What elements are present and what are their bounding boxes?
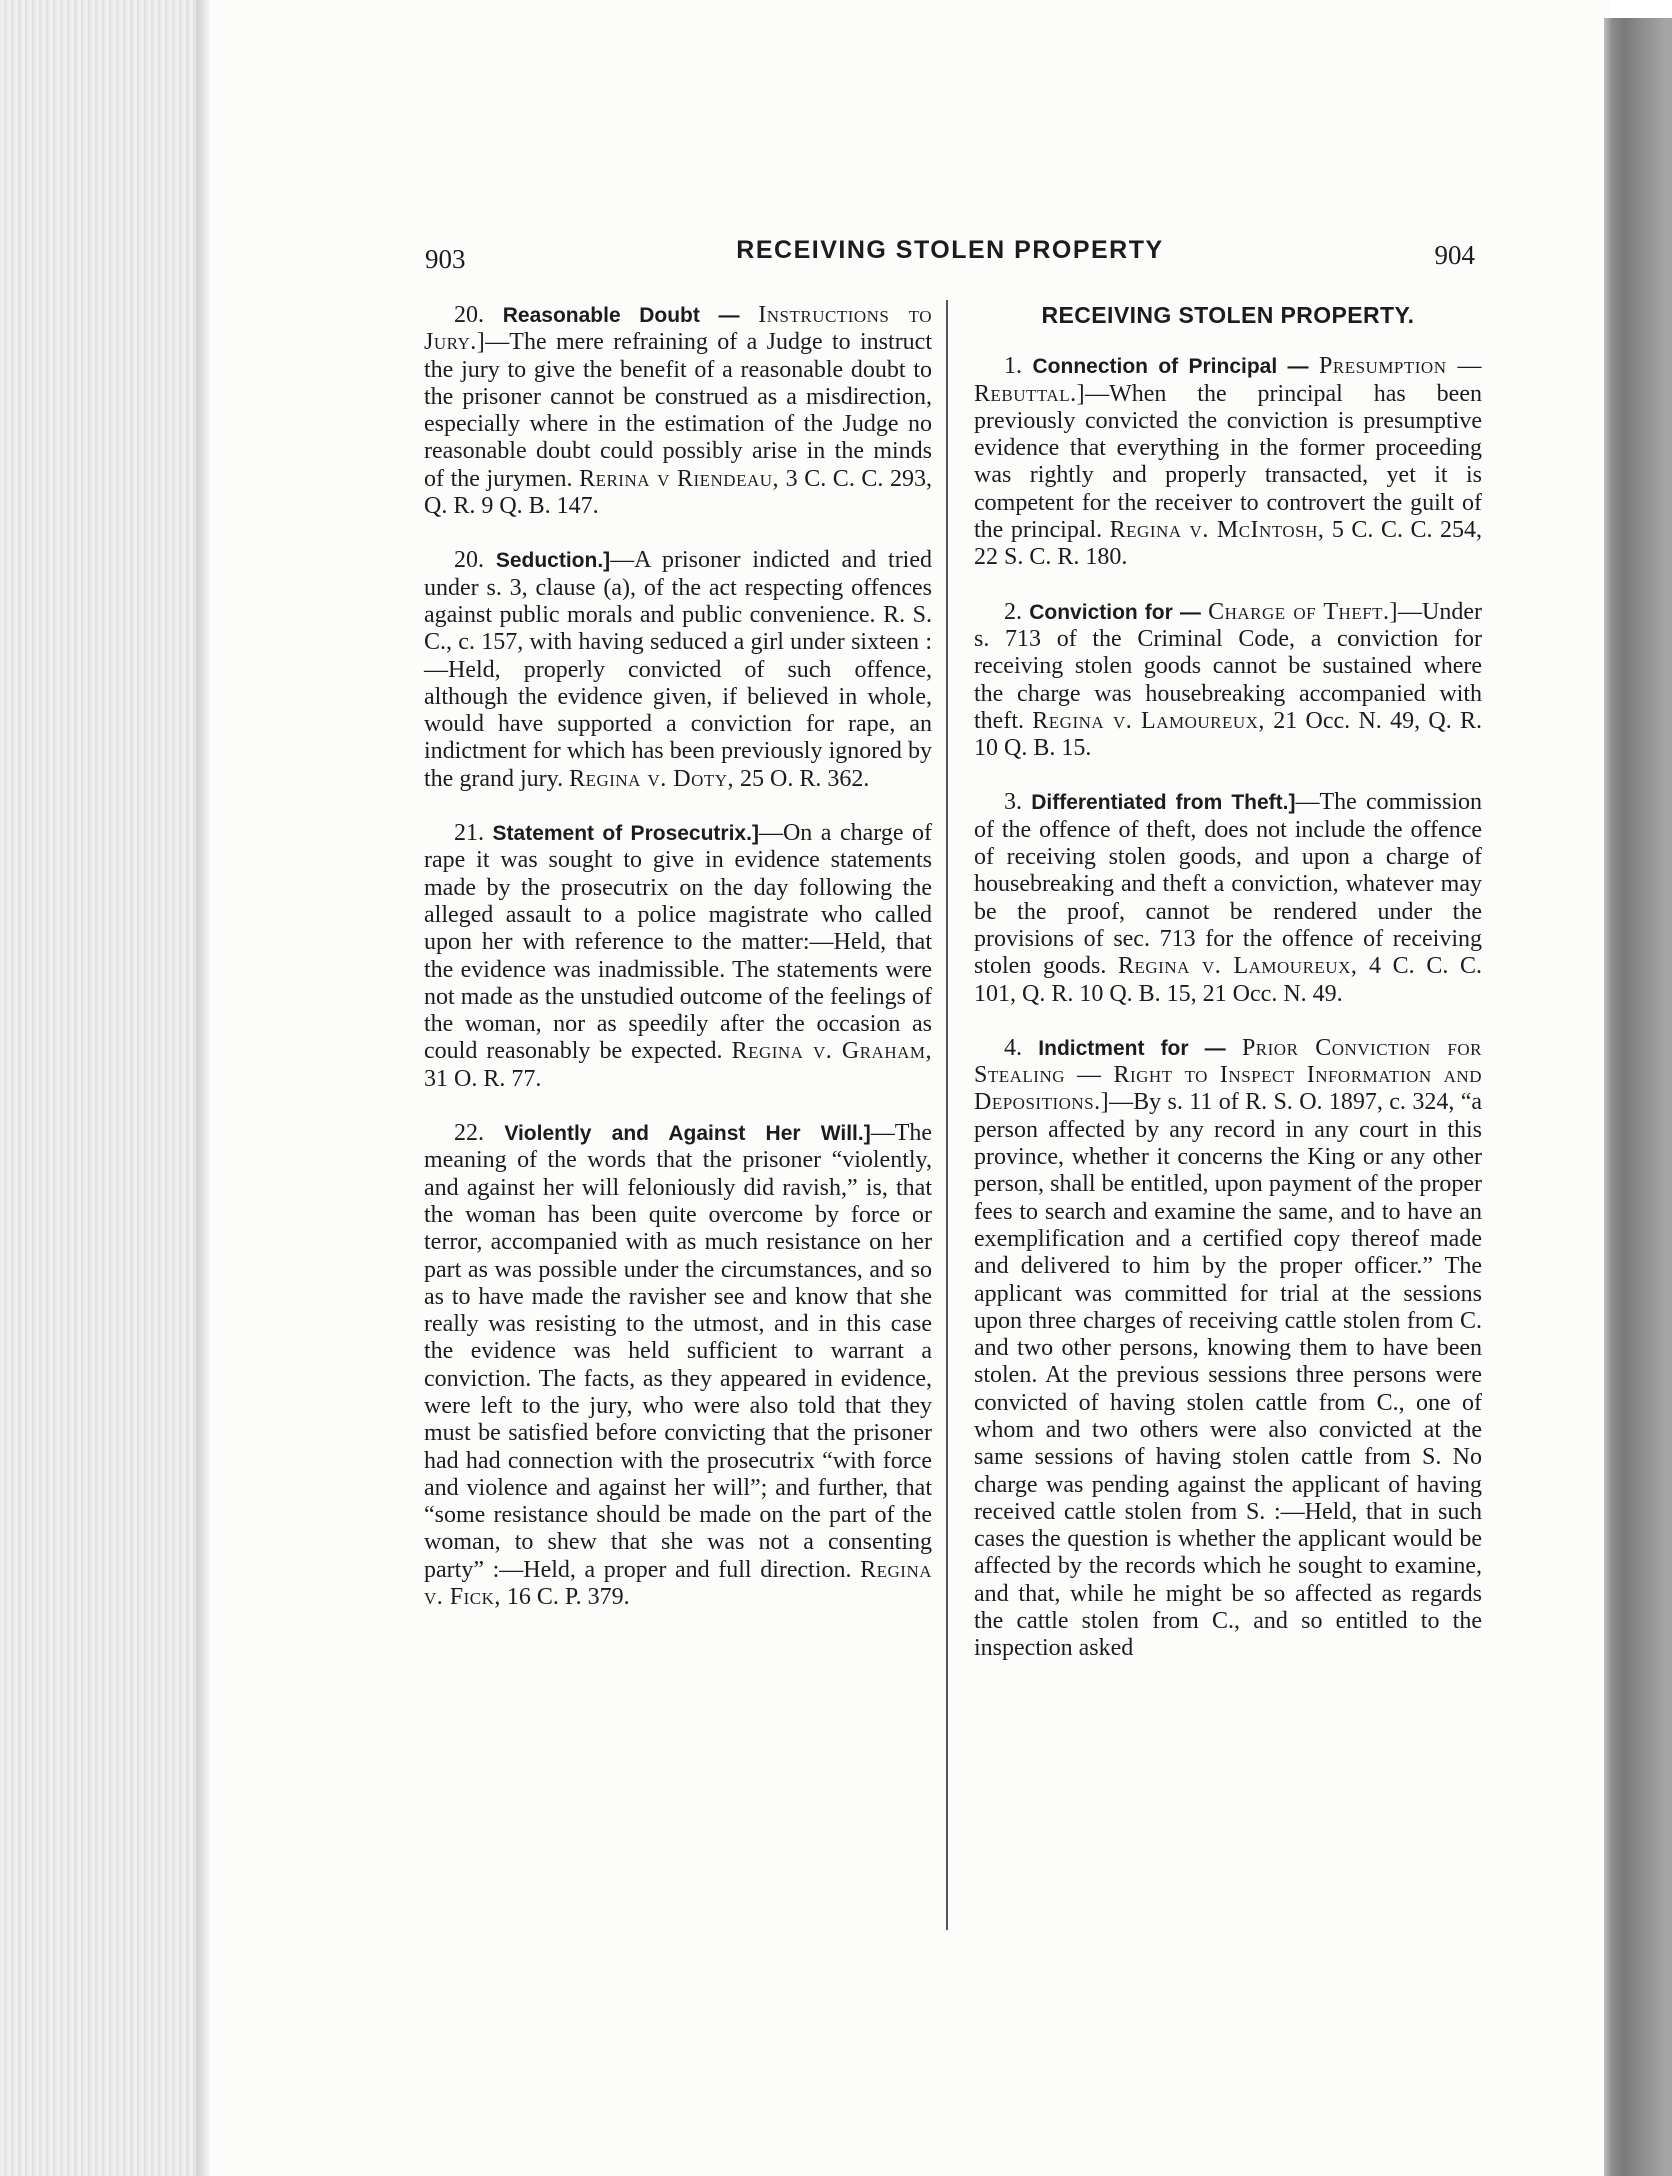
entry-title: Reasonable Doubt —: [502, 304, 740, 327]
section-title: RECEIVING STOLEN PROPERTY.: [1041, 302, 1415, 328]
case-name: Regina v. Lamoureux,: [1032, 707, 1265, 734]
entry-body: —When the principal has been previously convicted the conviction is presumptive evidence that everything in the former proceeding was rightly and properly transacted, yet it is competent for the receiver to controvert the guilt of the principal.: [974, 380, 1482, 544]
digest-entry: [974, 1035, 1482, 1663]
digest-entry: [424, 1120, 932, 1611]
entry-subtitle: Instructions to Jury.]: [424, 302, 932, 356]
case-citation: 31 O. R. 77.: [424, 1065, 542, 1092]
case-citation: 21 Occ. N. 49, Q. R. 10 Q. B. 15.: [974, 707, 1483, 762]
entry-body: —A prisoner indicted and tried under s. 3, clause (a), of the act respecting offences against public morals and public convenience. R. S. C., c. 157, with having seduced a girl under sixteen :—Held, properly convicted of such offence, although the evidence given, if believed in whole, would have supported a conviction for rape, an indictment for which has been previously ignored by the grand jury.: [424, 547, 932, 792]
entry-title: Conviction for —: [1029, 600, 1201, 624]
case-citation: 25 O. R. 362.: [740, 765, 870, 792]
column-divider: [946, 300, 948, 1930]
left-column: [424, 302, 932, 1638]
entry-subtitle: Presumption — Rebuttal.]: [974, 353, 1482, 407]
entry-title: Violently and Against Her Will.]: [504, 1122, 871, 1146]
entry-number: 21.: [454, 820, 484, 847]
entry-number: 2.: [1004, 598, 1022, 625]
book-gutter-shadow: [196, 0, 210, 2176]
entry-title: Differentiated from Theft.]: [1031, 791, 1296, 815]
book-page-edges: [0, 0, 208, 2176]
entry-body: —The mere refraining of a Judge to instruct the jury to give the benefit of a reasonable doubt to the prisoner cannot be construed as a misdirection, especially where in the estimation of the Judge no reasonable doubt could possibly arise in the minds of the jurymen.: [424, 329, 932, 492]
case-name: Regina v. Fick,: [424, 1556, 932, 1611]
case-name: Regina v. Lamoureux,: [1117, 953, 1358, 980]
digest-entry: [974, 789, 1482, 1007]
case-citation: 5 C. C. C. 254, 22 S. C. R. 180.: [974, 517, 1482, 571]
right-column: [974, 302, 1482, 1690]
entry-body: —The meaning of the words that the prisoner “violently, and against her will feloniously did ravish,” is, that the woman has been quite overcome by force or terror, accompanied with as much resistance on her part as was possible under the circumstances, and so as to have made the ravisher see and know that she really was resisting to the utmost, and in this case the evidence was held sufficient to warrant a conviction. The facts, as they appeared in evidence, were left to the jury, who were also told that they must be satisfied before convicting that the prisoner had had connection with the prosecutrix “with force and violence and against her will”; and further, that “some resistance should be made on the part of the woman, to shew that she was not a consenting party” :—Held, a proper and full direction.: [424, 1120, 933, 1583]
case-citation: 16 C. P. 379.: [506, 1584, 630, 1611]
entry-subtitle: Charge of Theft.]: [1208, 598, 1399, 625]
entry-number: 20.: [454, 302, 484, 328]
digest-entry: [974, 599, 1482, 763]
running-head-title: RECEIVING STOLEN PROPERTY: [736, 236, 1164, 264]
page-number-right: 904: [1434, 240, 1475, 270]
entry-number: 3.: [1004, 789, 1022, 816]
digest-entry: [974, 353, 1482, 571]
entry-number: 1.: [1004, 353, 1022, 380]
entry-body: —The commission of the offence of theft, does not include the offence of receiving stolen goods, and upon a charge of housebreaking and theft a conviction, whatever may be the proof, cannot be rendered under the provisions of sec. 713 for the offence of receiving stolen goods.: [974, 789, 1482, 980]
entry-body: —Under s. 713 of the Criminal Code, a conviction for receiving stolen goods cannot be sustained where the charge was housebreaking accompanied with theft.: [974, 598, 1483, 734]
entry-title: Statement of Prosecutrix.]: [492, 822, 759, 846]
entry-title: Connection of Principal —: [1032, 355, 1309, 379]
entry-number: 22.: [454, 1120, 484, 1147]
case-citation: 4 C. C. C. 101, Q. R. 10 Q. B. 15, 21 Occ. N. 49.: [974, 953, 1482, 1007]
page-number-left: 903: [425, 244, 466, 274]
entry-body: —By s. 11 of R. S. O. 1897, c. 324, “a person affected by any record in any court in this province, whether it concerns the King or any other person, shall be entitled, upon payment of the proper fees to search and examine the same, and to have an exemplification and a certified copy thereof made and delivered to him by the proper officer.” The applicant was committed for trial at the sessions upon three charges of receiving cattle stolen from C. and two other persons, knowing them to have been stolen. At the previous sessions three persons were convicted of having stolen cattle from C., one of whom and two others were also convicted at the same sessions of having stolen cattle from S. No charge was pending against the applicant of having received cattle stolen from S. :—Held, that in such cases the question is whether the applicant would be affected by the records which he sought to examine, and that, while he might be so affected as regards the cattle stolen from C., and so entitled to the inspection asked: [974, 1089, 1482, 1662]
case-name: Regina v. McIntosh,: [1109, 517, 1325, 544]
case-name: Regina v. Doty,: [569, 765, 735, 792]
entry-body: —On a charge of rape it was sought to give in evidence statements made by the prosecutrix on the day following the alleged assault to a police magistrate who called upon her with reference to the matter:—Held, that the evidence was inadmissible. The statements were not made as the unstudied outcome of the feelings of the woman, nor as speedily after the occasion as could reasonably be expected.: [424, 820, 932, 1065]
digest-entry: [424, 547, 932, 793]
case-citation: 3 C. C. C. 293, Q. R. 9 Q. B. 147.: [424, 465, 933, 520]
case-name: Rerina v Riendeau,: [579, 465, 780, 492]
digest-entry: [424, 820, 932, 1093]
entry-number: 4.: [1004, 1034, 1022, 1061]
digest-entry: [424, 302, 932, 520]
right-page-edge: [1604, 18, 1672, 2176]
entry-title: Indictment for —: [1038, 1036, 1226, 1060]
entry-number: 20.: [454, 547, 484, 574]
entry-subtitle: Prior Conviction for Stealing — Right to Inspect Information and Depositions.]: [974, 1034, 1482, 1116]
case-name: Regina v. Graham,: [731, 1038, 933, 1065]
running-head: [425, 236, 1475, 276]
entry-title: Seduction.]: [495, 549, 611, 573]
